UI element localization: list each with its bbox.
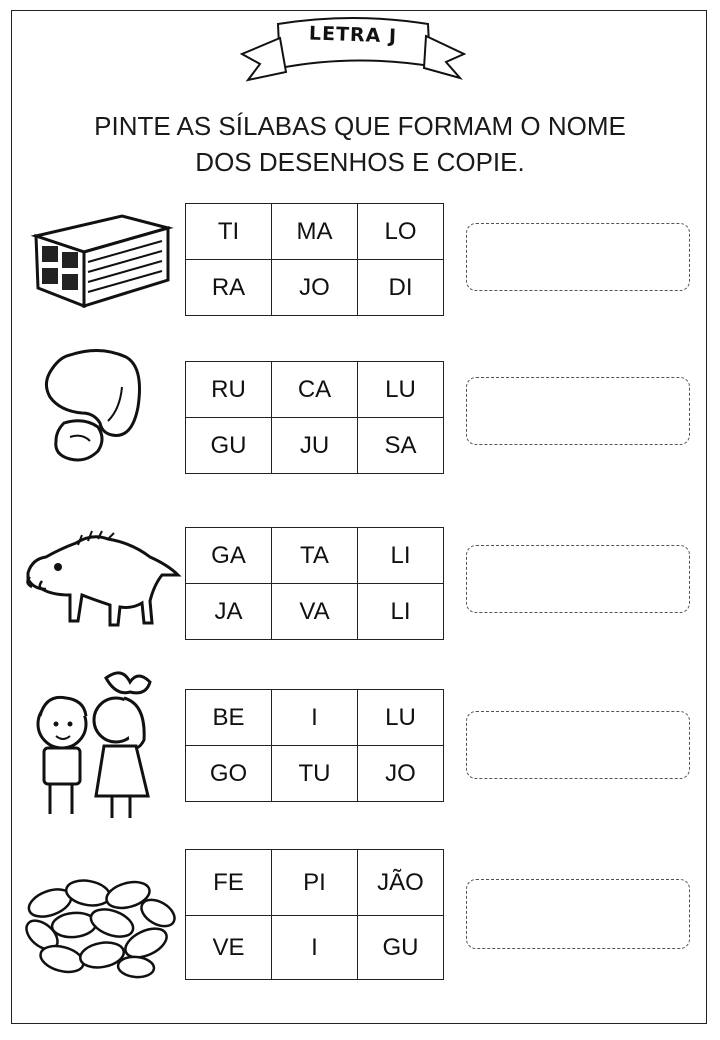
instructions-line-2: DOS DESENHOS E COPIE. (195, 147, 525, 177)
syllable-cell[interactable]: LI (358, 584, 444, 640)
syllable-cell[interactable]: JA (186, 584, 272, 640)
syllable-cell[interactable]: TU (272, 746, 358, 802)
syllable-cell[interactable]: BE (186, 690, 272, 746)
syllable-cell[interactable]: MA (272, 204, 358, 260)
syllable-cell[interactable]: I (272, 690, 358, 746)
syllable-grid (185, 203, 444, 316)
syllable-cell[interactable]: FE (186, 850, 272, 916)
instructions (60, 108, 660, 180)
syllable-cell[interactable]: SA (358, 418, 444, 474)
answer-box[interactable] (466, 711, 690, 779)
syllable-cell[interactable]: GU (186, 418, 272, 474)
syllable-cell[interactable]: GA (186, 528, 272, 584)
syllable-cell[interactable]: RU (186, 362, 272, 418)
syllable-cell[interactable]: LU (358, 690, 444, 746)
syllable-cell[interactable]: JO (272, 260, 358, 316)
instructions-line-1: PINTE AS SÍLABAS QUE FORMAM O NOME (94, 111, 626, 141)
syllable-cell[interactable]: PI (272, 850, 358, 916)
syllable-cell[interactable]: VA (272, 584, 358, 640)
syllable-cell[interactable]: DI (358, 260, 444, 316)
syllable-cell[interactable]: RA (186, 260, 272, 316)
syllable-cell[interactable]: LO (358, 204, 444, 260)
syllable-cell[interactable]: LU (358, 362, 444, 418)
brick-icon (22, 208, 174, 308)
answer-box[interactable] (466, 879, 690, 949)
syllable-grid (185, 527, 444, 640)
banner-title: LETRA J (308, 22, 398, 48)
syllable-cell[interactable]: JO (358, 746, 444, 802)
syllable-cell[interactable]: TA (272, 528, 358, 584)
kiss-icon (26, 664, 160, 824)
syllable-cell[interactable]: JÃO (358, 850, 444, 916)
syllable-cell[interactable]: VE (186, 916, 272, 980)
syllable-grid (185, 849, 444, 980)
syllable-grid (185, 689, 444, 802)
beans-icon (22, 873, 178, 979)
syllable-cell[interactable]: I (272, 916, 358, 980)
syllable-cell[interactable]: TI (186, 204, 272, 260)
title-banner (238, 10, 468, 90)
syllable-cell[interactable]: LI (358, 528, 444, 584)
syllable-cell[interactable]: JU (272, 418, 358, 474)
answer-box[interactable] (466, 223, 690, 291)
syllable-cell[interactable]: GO (186, 746, 272, 802)
answer-box[interactable] (466, 377, 690, 445)
syllable-cell[interactable]: CA (272, 362, 358, 418)
cashew-icon (40, 347, 150, 472)
syllable-grid (185, 361, 444, 474)
syllable-cell[interactable]: GU (358, 916, 444, 980)
boar-icon (22, 529, 182, 631)
answer-box[interactable] (466, 545, 690, 613)
